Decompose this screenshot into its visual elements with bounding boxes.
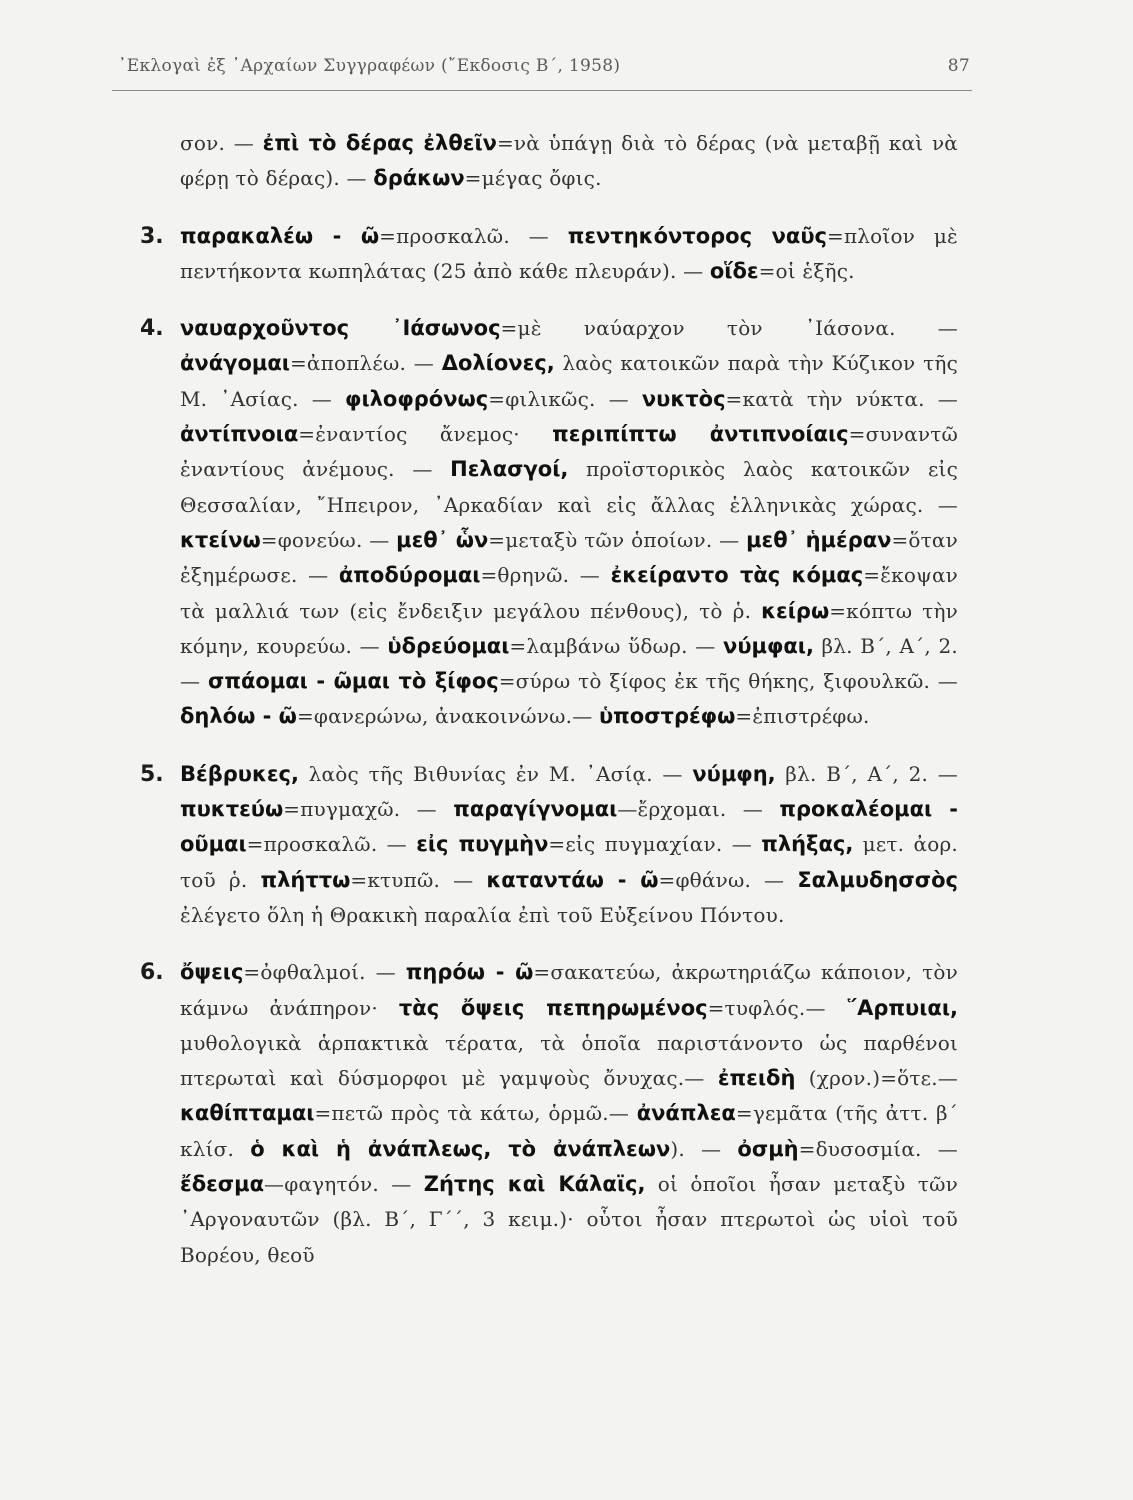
gloss: =κτυπῶ. — [350,867,487,892]
entry-number: 4. [140,316,164,342]
gloss: σον. — [180,131,263,155]
entry-4 [140,311,958,735]
gloss: =γεμᾶτα (τῆς ἀττ. β΄ κλίσ. [180,1101,958,1161]
gloss: =ἔκοψαν τὰ μαλλιά των (εἰς ἔνδειξιν μεγάλου πένθους), τὸ ῥ. [180,563,959,623]
entry-text [180,960,958,1267]
gloss: =κατὰ τὴν νύκτα. — [725,386,958,411]
headword: ἔδεσμα [180,1172,265,1197]
gloss: =κόπτω τὴν κόμην, κουρεύω. — [180,598,958,658]
headword: ἀντίπνοια [180,422,299,447]
headword: ἐπειδὴ [717,1066,796,1091]
gloss: λαὸς κατοικῶν παρὰ τὴν Κύζικον τῆς Μ. ᾿Ασίας. — [180,351,958,411]
headword: πηρόω - ῶ [405,960,534,985]
gloss: =προσκαλῶ. — [246,832,417,857]
headword: νύμφαι, [723,633,814,658]
headword: ἐκείραντο τὰς κόμας [610,563,864,588]
headword: πλήττω [260,867,351,892]
headword: ὁ καὶ ἡ ἀνάπλεως, τὸ ἀνάπλεων [250,1136,671,1161]
headword: Ζήτης καὶ Κάλαϊς, [423,1172,646,1197]
headword: ἐπὶ τὸ δέρας ἐλθεῖν [262,131,497,155]
gloss: =ὅταν ἐξημέρωσε. — [180,527,958,588]
gloss: =οἱ ἑξῆς. [758,258,855,283]
gloss: =σακατεύω, ἀκρωτηριάζω κάποιον, τὸν κάμνω ἀνάπηρον· [180,960,958,1020]
headword: νυκτὸς [641,386,726,411]
entry-6 [140,955,958,1273]
gloss: =τυφλός.— [707,995,847,1020]
gloss: =δυσοσμία. — [798,1136,958,1161]
gloss: λαὸς τῆς Βιθυνίας ἐν Μ. ᾿Ασίᾳ. — [298,761,693,786]
gloss: =συναντῶ ἐναντίους ἀνέμους. — [180,422,958,482]
headword: τὰς ὄψεις πεπηρωμένος [398,995,708,1020]
page-number: 87 [947,56,970,76]
entry-text [180,316,958,729]
headword: οἵδε [709,258,759,283]
headword: δηλόω - ῶ [180,704,297,729]
headword: δράκων [373,166,465,191]
headword: ἀποδύρομαι [338,563,481,588]
entry-number: 3. [140,223,164,249]
glossary-body [140,126,958,1295]
gloss: οἱ ὁποῖοι ἦσαν μεταξὺ τῶν ᾿Αργοναυτῶν (βλ. Β΄, Γ΄΄, 3 κειμ.)· οὗτοι ἦσαν πτερωτοὶ ὡς υἱοὶ τοῦ Βορέου, θεοῦ [180,1172,958,1267]
gloss: (χρον.)=ὅτε.— [795,1066,958,1091]
gloss: =ἐναντίος ἄνεμος· [298,422,553,447]
gloss: ). — [670,1136,738,1161]
headword: περιπίπτω ἀντιπνοίαις [552,422,849,447]
headword: καταντάω - ῶ [486,867,659,892]
headword: κτείνω [180,527,261,552]
gloss: προϊστορικὸς λαὸς κατοικῶν εἰς Θεσσαλίαν, ῎Ηπειρον, ᾿Αρκαδίαν καὶ εἰς ἄλλας ἑλληνικὰς χώρας. — [180,457,958,517]
gloss: —ἔρχομαι. — [617,797,780,822]
gloss: μυθολογικὰ ἁρπακτικὰ τέρατα, τὰ ὁποῖα παριστάνοντο ὡς παρθένοι πτερωταὶ καὶ δύσμορφοι μὲ γαμψοὺς ὄνυχας.— [180,1030,958,1091]
headword: προκαλέομαι - οῦμαι [180,797,959,857]
gloss: =μὲ ναύαρχον τὸν ᾿Ιάσονα. — [500,316,959,341]
gloss: =μέγας ὄφις. [464,166,602,191]
headword: ἀνάπλεα [636,1101,736,1126]
headword: ὀσμὴ [737,1136,799,1161]
headword: σπάομαι - ῶμαι τὸ ξίφος [207,669,499,694]
header-rule [112,90,972,91]
headword: ὑποστρέφω [598,704,736,729]
gloss: =μεταξὺ τῶν ὁποίων. — [488,527,747,552]
entry-5 [140,757,958,933]
entry-text [180,224,958,284]
gloss: =ἀποπλέω. — [289,351,442,376]
entry-3 [140,219,958,290]
entry-text [180,131,958,191]
headword: ναυαρχοῦντος ᾿Ιάσωνος [180,316,501,341]
gloss: =προσκαλῶ. — [379,223,568,248]
headword: ὑδρεύομαι [387,633,510,658]
gloss: =φθάνω. — [658,867,798,892]
headword: Σαλμυδησσὸς [797,867,958,892]
headword: πλήξας, [761,832,854,857]
gloss: =φανερώνω, ἀνακοινώνω.— [296,704,599,729]
headword: Βέβρυκες, [180,761,299,786]
gloss: μετ. ἀορ. τοῦ ῥ. [180,832,958,892]
headword: καθίπταμαι [180,1101,315,1126]
headword: νύμφη, [692,761,776,786]
headword: Δολίονες, [441,351,555,376]
headword: παρακαλέω - ῶ [180,223,380,248]
entry-continued [140,126,958,197]
gloss: =πυγμαχῶ. — [283,797,454,822]
headword: ῞Αρπυιαι, [846,995,958,1020]
entry-number: 5. [140,761,164,787]
headword: ἀνάγομαι [180,351,290,376]
gloss: βλ. Β΄, Α΄, 2. — [775,761,958,786]
headword: Πελασγοί, [450,457,569,482]
gloss: =φονεύω. — [260,527,397,552]
headword: παραγίγνομαι [453,797,618,822]
headword: ὄψεις [180,960,244,985]
headword: μεθ᾿ ἡμέραν [746,527,892,552]
headword: εἰς πυγμὴν [416,832,549,857]
gloss: —φαγητόν. — [264,1172,424,1197]
gloss: =ἐπιστρέφω. [735,704,870,729]
headword: μεθ᾿ ὧν [396,527,489,552]
gloss: =πετῶ πρὸς τὰ κάτω, ὁρμῶ.— [314,1101,637,1126]
entry-number: 6. [140,960,164,986]
gloss: =πλοῖον μὲ πεντήκοντα κωπηλάτας (25 ἀπὸ κάθε πλευράν). — [180,223,958,283]
gloss: =λαμβάνω ὕδωρ. — [509,633,724,658]
headword: πυκτεύω [180,797,284,822]
running-head [118,56,970,76]
gloss: =ὀφθαλμοί. — [243,960,406,985]
gloss: =σύρω τὸ ξίφος ἐκ τῆς θήκης, ξιφουλκῶ. — [498,669,958,694]
headword: πεντηκόντορος ναῦς [567,223,827,248]
gloss: =εἰς πυγμαχίαν. — [548,832,762,857]
running-title: ᾿Εκλογαὶ ἐξ ᾿Αρχαίων Συγγραφέων (῎Εκδοσις Β΄, 1958) [118,56,621,76]
gloss: βλ. Β΄, Α΄, 2. — [180,633,958,694]
gloss: =νὰ ὑπάγῃ διὰ τὸ δέρας (νὰ μεταβῇ καὶ νὰ φέρῃ τὸ δέρας). — [180,131,959,191]
entry-text [180,762,958,928]
gloss: ἐλέγετο ὅλη ἡ Θρακικὴ παραλία ἐπὶ τοῦ Εὐξείνου Πόντου. [180,902,785,927]
headword: κείρω [761,598,830,623]
headword: φιλοφρόνως [345,386,489,411]
gloss: =θρηνῶ. — [480,563,611,588]
gloss: =φιλικῶς. — [488,386,642,411]
